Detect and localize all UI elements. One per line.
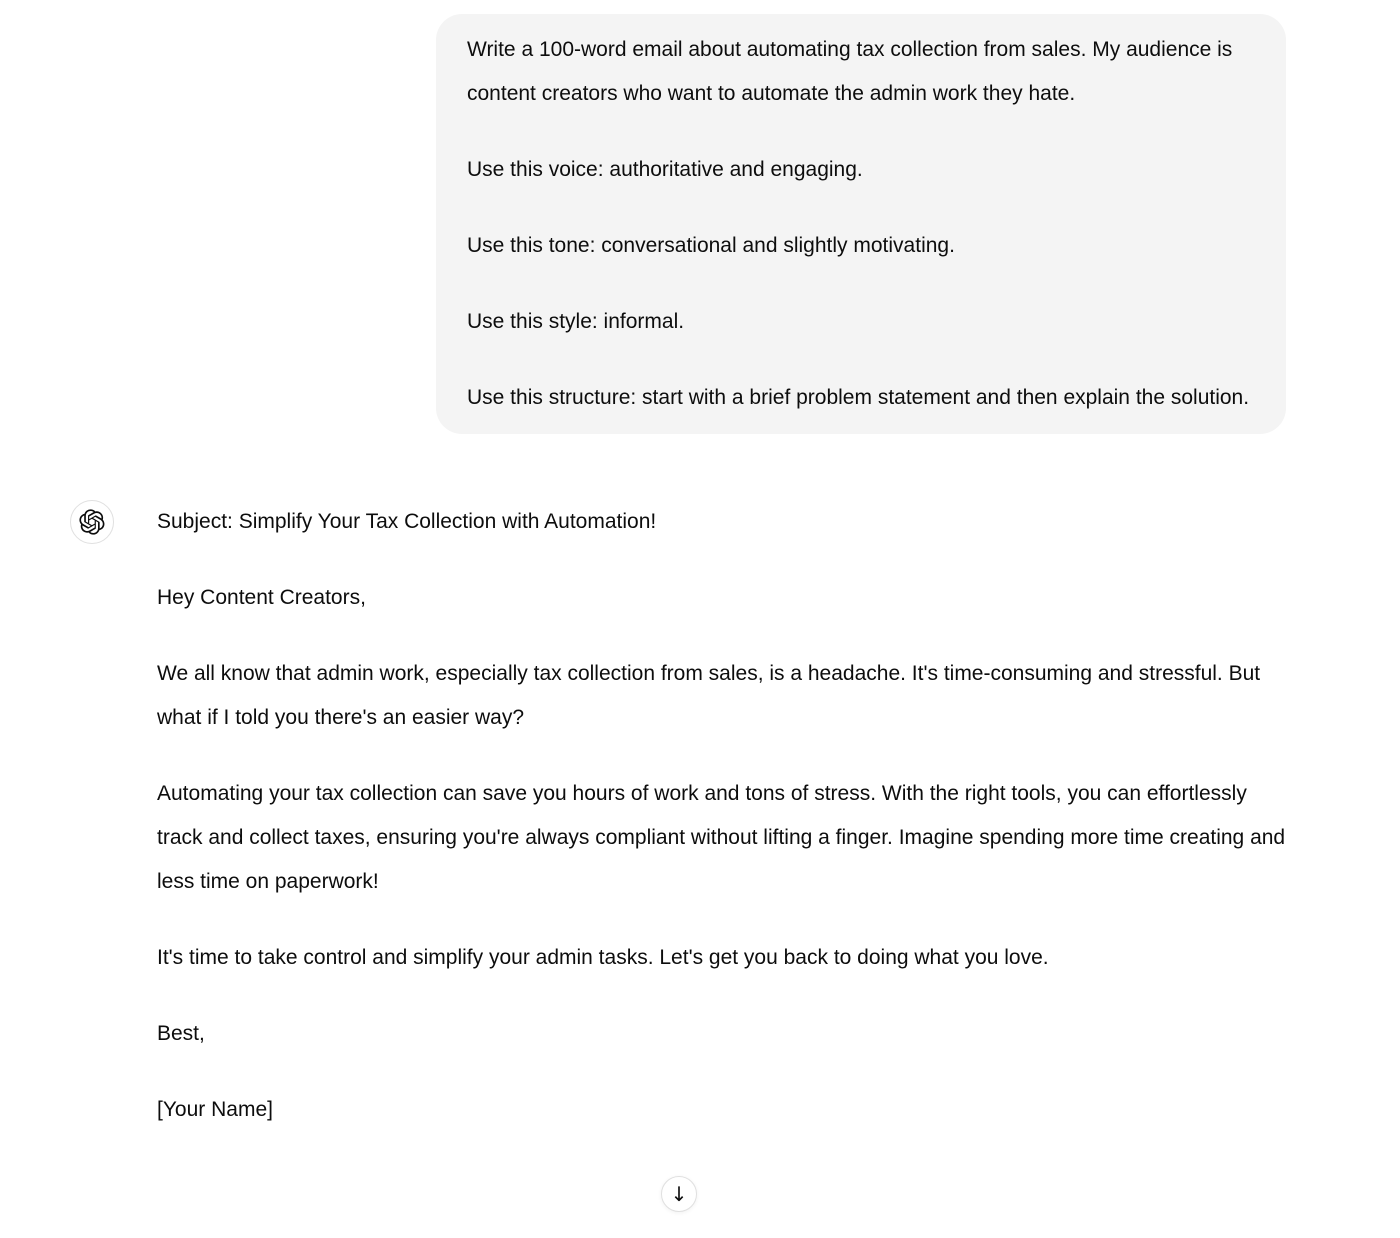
assistant-message-row bbox=[0, 500, 1400, 1132]
scroll-to-bottom-button[interactable] bbox=[661, 1176, 697, 1212]
assistant-paragraph: [Your Name] bbox=[157, 1098, 273, 1121]
assistant-message bbox=[157, 500, 1286, 1132]
chatgpt-logo-icon bbox=[70, 500, 114, 544]
user-message-row bbox=[0, 0, 1400, 434]
openai-flower-glyph bbox=[79, 509, 105, 535]
assistant-paragraph: We all know that admin work, especially tax collection from sales, is a headache. It's time-consuming and stressful. But what if I told you there's an easier way? bbox=[157, 662, 1261, 729]
user-message-paragraph: Use this voice: authoritative and engaging. bbox=[467, 158, 863, 181]
user-message-bubble bbox=[436, 14, 1286, 434]
assistant-paragraph: It's time to take control and simplify your admin tasks. Let's get you back to doing what you love. bbox=[157, 946, 1049, 969]
assistant-paragraph: Best, bbox=[157, 1022, 205, 1045]
assistant-subject-line: Subject: Simplify Your Tax Collection with Automation! bbox=[157, 510, 657, 533]
arrow-down-icon: ↓ bbox=[670, 1182, 688, 1206]
user-message-paragraph: Write a 100-word email about automating tax collection from sales. My audience is content creators who want to automate the admin work they hate. bbox=[467, 38, 1233, 105]
user-message-paragraph: Use this style: informal. bbox=[467, 310, 685, 333]
assistant-paragraph: Automating your tax collection can save you hours of work and tons of stress. With the right tools, you can effortlessly track and collect taxes, ensuring you're always compliant without lifting a finger. Imagine spending more time creating and less time on paperwork! bbox=[157, 782, 1286, 893]
assistant-paragraph: Hey Content Creators, bbox=[157, 586, 366, 609]
user-message-paragraph: Use this tone: conversational and slightly motivating. bbox=[467, 234, 955, 257]
user-message-paragraph: Use this structure: start with a brief problem statement and then explain the solution. bbox=[467, 386, 1250, 409]
